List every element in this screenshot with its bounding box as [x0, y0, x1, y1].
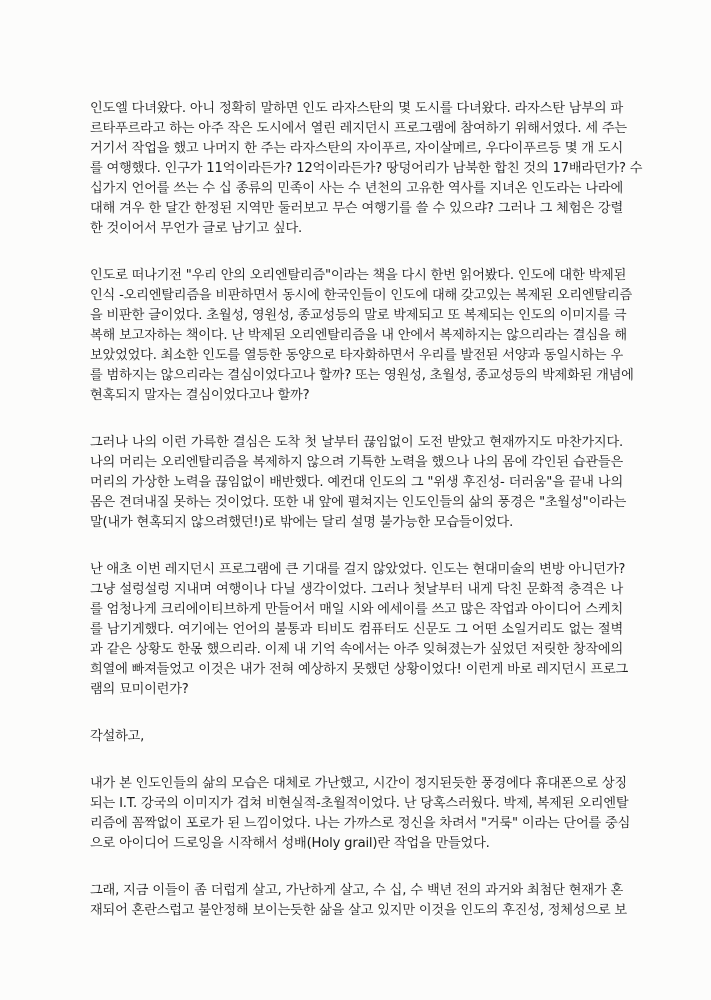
text-line: 보았었었다. 최소한 인도를 열등한 동양으로 타자화하면서 우리를 발전된 서양과 동일시하는 우: [90, 348, 623, 363]
text-line: 난 애초 이번 레지던시 프로그램에 큰 기대를 걸지 않았었다. 인도는 현대미술의 변방 아니던가?: [90, 562, 626, 577]
text-line: 십가지 언어를 쓰는 수 십 종류의 민족이 사는 수 년천의 고유한 역사를 지녀온 인도라는 나라에: [90, 181, 623, 196]
text-line: 그래, 지금 이들이 좀 더럽게 살고, 가난하게 살고, 수 십, 수 백년 전의 과거와 최첨단 현재가 혼: [90, 883, 623, 898]
text-line: 대해 겨우 한 달간 한정된 지역만 둘러보고 무슨 여행기를 쓸 수 있으랴? 그러나 그 체험은 강렬: [90, 201, 623, 216]
text-line: 인도엘 다녀왔다. 아니 정확히 말하면 인도 라자스탄의 몇 도시를 다녀왔다. 라자스탄 남부의 파: [90, 101, 623, 116]
text-line: 되는 I.T. 강국의 이미지가 겹쳐 비현실적-초월적이었다. 난 당혹스러웠다. 박제, 복제된 오리엔탈: [90, 796, 629, 811]
text-line: 을 비판한 글이었다. 초월성, 영원성, 종교성등의 말로 박제되고 또 복제되는 인도의 이미지를 극: [90, 308, 627, 323]
text-line: 인도로 떠나기전 "우리 안의 오리엔탈리즘"이라는 책을 다시 한번 읽어봤다. 인도에 대한 박제된: [90, 268, 627, 283]
text-line: 그러나 나의 이런 가륵한 결심은 도착 첫 날부터 끊임없이 도전 받았고 현재까지도 마찬가지다.: [90, 435, 623, 450]
paragraph-6: [90, 774, 631, 854]
text-line: 거기서 작업을 했고 나머지 한 주는 라자스탄의 자이푸르, 자이살메르, 우다이푸르등 몇 개 도시: [90, 141, 623, 156]
text-line: 를 엄청나게 크리에이티브하게 만들어서 매일 시와 에세이를 쓰고 많은 작업과 아이디어 스케치: [90, 602, 623, 617]
text-line: 머리의 가상한 노력을 끊임없이 배반했다. 예컨대 인도의 그 "위생 후진성- 더러움"을 끝내 나의: [90, 475, 623, 490]
text-line: 각설하고,: [90, 729, 145, 744]
text-line: 를 여행했다. 인구가 11억이라든가? 12억이라든가? 땅덩어리가 남북한 합친 것의 17배라던가? 수: [90, 161, 643, 176]
text-line: 몸은 견뎌내질 못하는 것이었다. 또한 내 앞에 펼쳐지는 인도인들의 삶의 풍경은 "초월성"이라는: [90, 495, 627, 510]
text-line: 말(내가 현혹되지 않으려했던!)로 밖에는 달리 설명 불가능한 모습들이었다.: [90, 515, 514, 530]
text-line: 현혹되지 말자는 결심이었다고나 할까?: [90, 388, 310, 403]
text-line: 재되어 혼란스럽고 불안정해 보이는듯한 삶을 살고 있지만 이것을 인도의 후진성, 정체성으로 보: [90, 903, 627, 918]
document-page: [90, 99, 643, 948]
text-line: 으로 아이디어 드로잉을 시작해서 성배(Holy grail)란 작업을 만들었다.: [90, 836, 490, 851]
paragraph-4: [90, 560, 629, 700]
text-line: 그냥 설렁설렁 지내며 여행이나 다닐 생각이었다. 그러나 첫날부터 내게 닥친 문화적 충격은 나: [90, 582, 623, 597]
paragraph-2: [90, 266, 634, 406]
paragraph-1: [90, 99, 643, 239]
text-line: 복해 보고자하는 책이다. 난 박제된 오리엔탈리즘을 내 안에서 복제하지는 않으리라는 결심을 해: [90, 328, 627, 343]
text-line: 램의 묘미이런가?: [90, 682, 189, 697]
text-line: 내가 본 인도인들의 삶의 모습은 대체로 가난했고, 시간이 정지된듯한 풍경에다 휴대폰으로 상징: [90, 776, 627, 791]
text-line: 리즘에 꼼짝없이 포로가 된 느낌이었다. 나는 가까스로 정신을 차려서 "거룩" 이라는 단어를 중심: [90, 816, 631, 831]
paragraph-3: [90, 433, 627, 533]
text-line: 를 남기게했다. 여기에는 언어의 불통과 티비도 컴퓨터도 신문도 그 어떤 소일거리도 없는 절벽: [90, 622, 623, 637]
text-line: 한 것이어서 무언가 글로 남기고 싶다.: [90, 221, 303, 236]
paragraph-7: [90, 881, 627, 921]
paragraph-5: [90, 727, 623, 747]
text-line: 나의 머리는 오리엔탈리즘을 복제하지 않으려 기특한 노력을 했으나 나의 몸에 각인된 습관들은: [90, 455, 623, 470]
text-line: 희열에 빠져들었고 이것은 내가 전혀 예상하지 못했던 상황이었다! 이런게 바로 레지던시 프로그: [90, 662, 629, 677]
text-line: 르타푸르라고 하는 아주 작은 도시에서 열린 레지던시 프로그램에 참여하기 위해서였다. 세 주는: [90, 121, 627, 136]
text-line: 를 범하지는 않으리라는 결심이었다고나 할까? 또는 영원성, 초월성, 종교성등의 박제화된 개념에: [90, 368, 634, 383]
text-line: 과 같은 상황도 한몫 했으리라. 이제 내 기억 속에서는 아주 잊혀졌는가 싶었던 저릿한 창작에의: [90, 642, 623, 657]
text-line: 인식 -오리엔탈리즘을 비판하면서 동시에 한국인들이 인도에 대해 갖고있는 복제된 오리엔탈리즘: [90, 288, 633, 303]
